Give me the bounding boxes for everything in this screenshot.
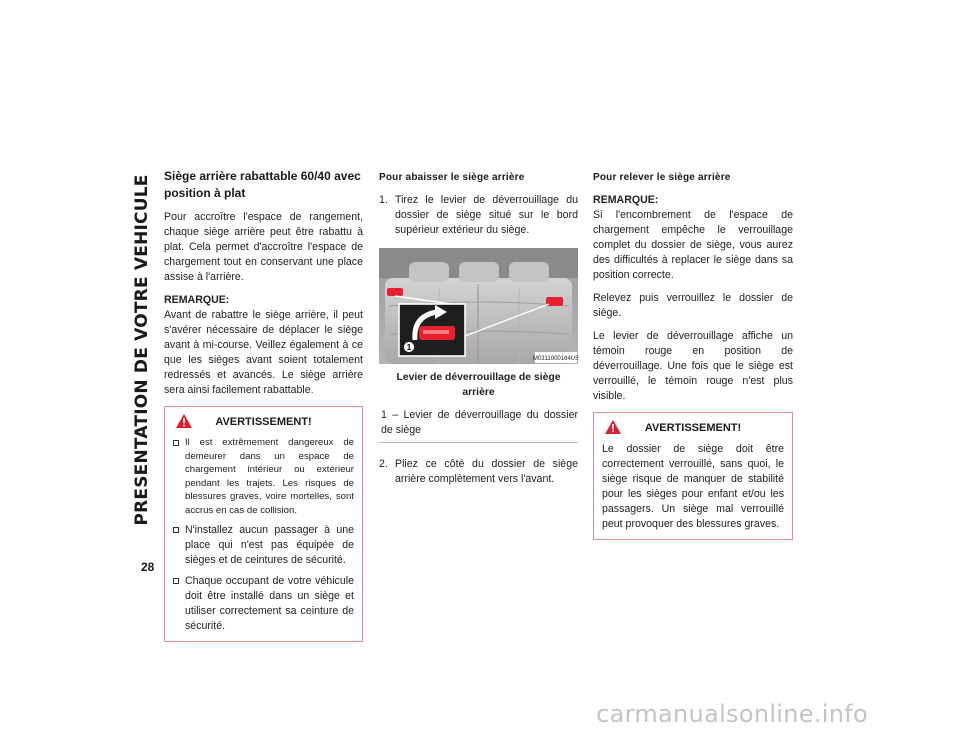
paragraph: Le levier de déverrouillage affiche un témoin rouge en position de déverrouillage. Une fois que le siège est verrouillé, le témoin rouge n'est plus visible. (593, 330, 793, 402)
figure-code: M0311000164US (532, 356, 578, 362)
column-3 (593, 170, 793, 540)
warning-header (173, 407, 354, 436)
note-text: Avant de rabattre le siège arrière, il peut s'avérer nécessaire de déplacer le siège avant à mi-course. Veillez également à ce que les sièges avant soient totalement redressés et avancés. Le siège arrière sera ainsi facilement rabattable. (164, 309, 363, 396)
paragraph: Relevez puis verrouillez le dossier de siège. (593, 292, 793, 319)
checkbox-bullet-icon (173, 527, 179, 533)
subsection-heading: Pour relever le siège arrière (593, 172, 731, 183)
warning-item: Il est extrêmement dangereux de demeurer dans un espace de chargement intérieur ou extérieur pendant les trajets. Les risques de blessures graves, voire mortelles, sont accrus en cas de collision. (173, 436, 354, 517)
checkbox-bullet-icon (173, 440, 179, 446)
page-number: 28 (141, 560, 155, 574)
note-text: Si l'encombrement de l'espace de chargement empêche le verrouillage complet du dossier de siège, vous aurez des difficultés à replacer le siège dans sa position correcte. (593, 209, 793, 281)
warning-box (593, 412, 793, 540)
warning-text: Le dossier de siège doit être correctement verrouillé, sans quoi, le siège risque de manquer de stabilité pour les sièges pour enfant et/ou les passagers. Un siège mal verrouillé peut provoquer des blessures graves. (602, 443, 784, 530)
chapter-side-title (128, 140, 156, 560)
warning-list (173, 436, 354, 634)
step-text: Pliez ce côté du dossier de siège arrière complètement vers l'avant. (395, 458, 578, 485)
column-2 (379, 170, 578, 497)
warning-header (602, 413, 784, 442)
step-item (379, 457, 578, 487)
warning-title: AVERTISSEMENT! (215, 416, 312, 428)
note-block (593, 193, 793, 283)
warning-item: Chaque occupant de votre véhicule doit être installé dans un siège et utiliser correctement sa ceinture de sécurité. (173, 574, 354, 634)
note-block (164, 293, 363, 398)
watermark-text: carmanualsonline.info (596, 700, 868, 728)
step-number: 2. (379, 458, 388, 470)
figure-caption: Levier de déverrouillage de siège arrière (396, 372, 561, 398)
warning-triangle-icon (604, 419, 622, 435)
intro-paragraph: Pour accroître l'espace de rangement, chaque siège arrière peut être rabattu à plat. Cela permet d'accroître l'espace de chargement tout en conservant une place assise à l'arrière. (164, 211, 363, 283)
warning-triangle-icon (175, 413, 193, 429)
column-1 (164, 168, 363, 642)
steps-list (379, 193, 578, 238)
step-item (379, 193, 578, 238)
step-number: 1. (379, 194, 388, 206)
note-label: REMARQUE: (164, 294, 230, 306)
steps-list (379, 457, 578, 487)
section-heading: Siège arrière rabattable 60/40 avec position à plat (164, 169, 361, 200)
warning-title: AVERTISSEMENT! (644, 422, 742, 434)
step-text: Tirez le levier de déverrouillage du dossier de siège situé sur le bord supérieur extérieur du siège. (395, 194, 578, 236)
chapter-side-title-text: PRESENTATION DE VOTRE VEHICULE (132, 174, 152, 526)
checkbox-bullet-icon (173, 578, 179, 584)
subsection-heading: Pour abaisser le siège arrière (379, 172, 525, 183)
seat-illustration-svg (379, 248, 578, 364)
seat-release-lever-illustration (379, 248, 578, 364)
figure-legend: 1 – Levier de déverrouillage du dossier de siège (379, 408, 578, 443)
figure-callout-number: 1 (406, 343, 412, 352)
warning-box (164, 406, 363, 642)
note-label: REMARQUE: (593, 194, 659, 206)
warning-item: N'installez aucun passager à une place qui n'est pas équipée de sièges et de ceintures de sécurité. (173, 523, 354, 568)
